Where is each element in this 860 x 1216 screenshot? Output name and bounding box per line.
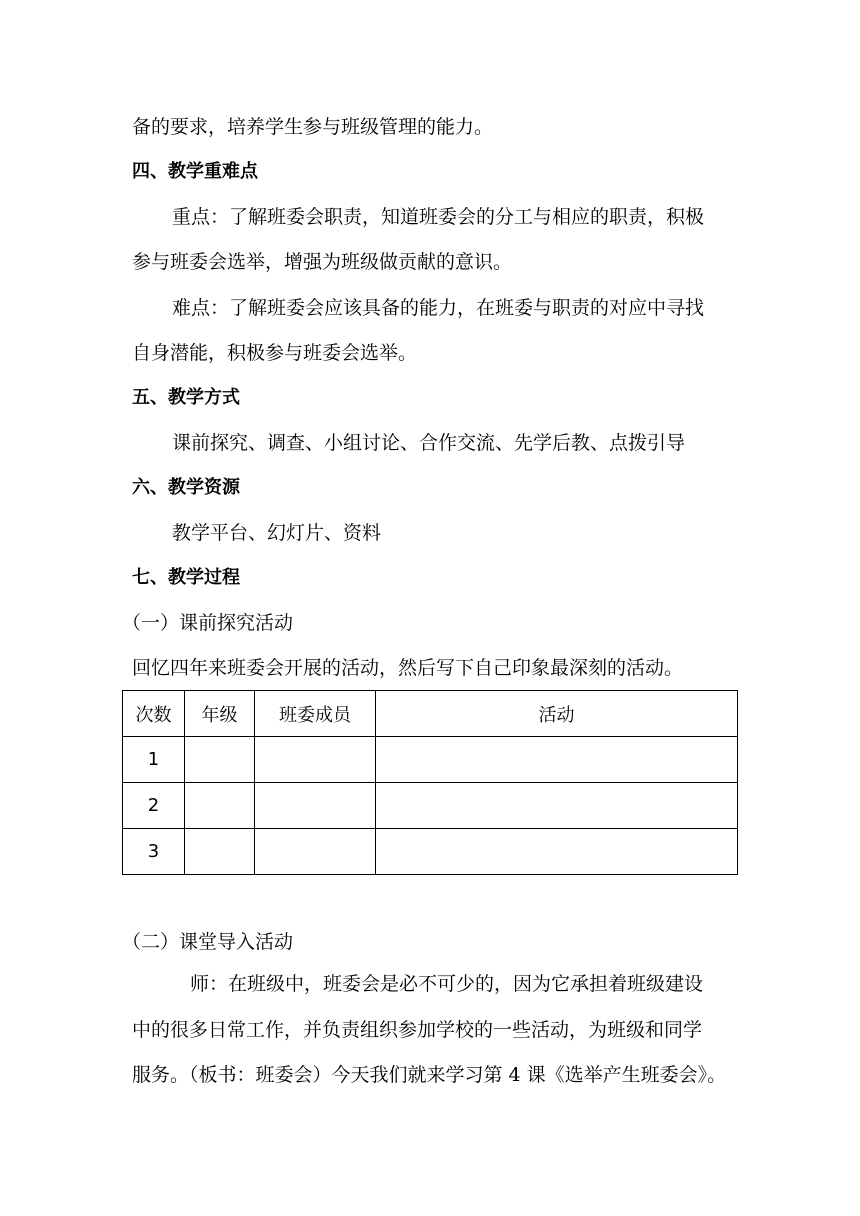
table-cell: [376, 737, 738, 783]
table-cell: 2: [123, 783, 185, 829]
section-heading: 七、教学过程: [132, 567, 240, 588]
table-header-cell: 年级: [185, 691, 255, 737]
table-header-cell: 班委成员: [255, 691, 376, 737]
paragraph: 教学平台、幻灯片、资料: [172, 522, 382, 544]
table-header-row: [123, 691, 738, 737]
section-heading: 六、教学资源: [132, 477, 240, 498]
section-heading: 五、教学方式: [132, 387, 240, 408]
table-row: [123, 783, 738, 829]
paragraph: 参与班委会选举，增强为班级做贡献的意识。: [132, 251, 513, 273]
table-header-cell: 次数: [123, 691, 185, 737]
table-cell: [185, 829, 255, 875]
paragraph: 自身潜能，积极参与班委会选举。: [132, 342, 418, 364]
paragraph: 中的很多日常工作，并负责组织参加学校的一些活动，为班级和同学: [132, 1019, 703, 1041]
table-cell: [185, 783, 255, 829]
table-cell: 1: [123, 737, 185, 783]
paragraph: 难点：了解班委会应该具备的能力，在班委与职责的对应中寻找: [172, 297, 705, 319]
table-row: [123, 829, 738, 875]
table-cell: [376, 829, 738, 875]
activity-table: [122, 690, 738, 875]
paragraph: 回忆四年来班委会开展的活动，然后写下自己印象最深刻的活动。: [132, 657, 684, 679]
paragraph: 备的要求，培养学生参与班级管理的能力。: [132, 116, 494, 138]
table-row: [123, 737, 738, 783]
paragraph: 师：在班级中，班委会是必不可少的，因为它承担着班级建设: [190, 973, 704, 995]
section-heading: 四、教学重难点: [132, 161, 258, 182]
paragraph: 课前探究、调查、小组讨论、合作交流、先学后教、点拨引导: [172, 432, 686, 454]
table-header-cell: 活动: [376, 691, 738, 737]
table-cell: [255, 737, 376, 783]
table-cell: [255, 783, 376, 829]
table-cell: 3: [123, 829, 185, 875]
paragraph: 重点：了解班委会职责，知道班委会的分工与相应的职责，积极: [172, 206, 705, 228]
subsection-heading: （二）课堂导入活动: [122, 931, 294, 953]
table-cell: [376, 783, 738, 829]
table-cell: [255, 829, 376, 875]
table-cell: [185, 737, 255, 783]
subsection-heading: （一）课前探究活动: [122, 612, 294, 634]
paragraph: 服务。（板书：班委会）今天我们就来学习第 4 课《选举产生班委会》。: [132, 1064, 727, 1086]
